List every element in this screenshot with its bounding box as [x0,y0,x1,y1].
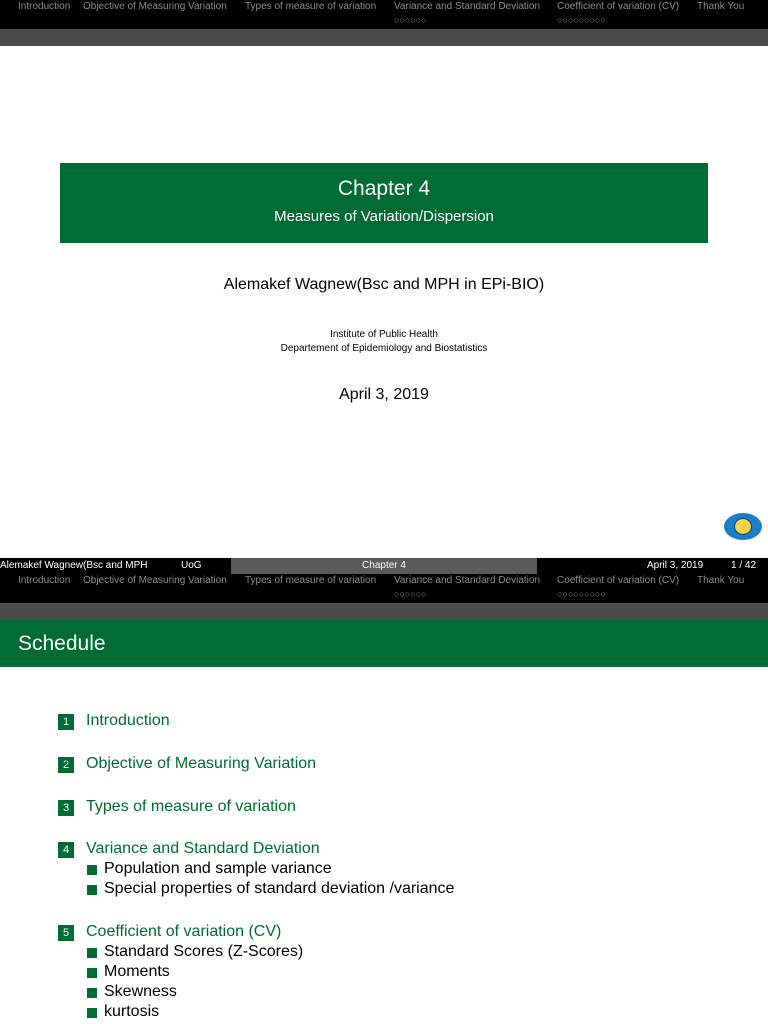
logo-emblem-icon [734,518,752,535]
toc-label[interactable]: Objective of Measuring Variation [86,755,317,772]
toc-number-badge: 3 [58,800,74,816]
institute-line-1: Institute of Public Health [330,329,438,340]
nav-link-thank-you[interactable]: Thank You [697,1,745,12]
slide-footer [0,558,768,574]
university-logo [724,513,762,540]
nav-dots-variance[interactable]: ○○○○○○ [394,589,427,599]
toc-sub-label[interactable]: Skewness [104,983,177,1000]
square-bullet-icon [87,948,97,958]
square-bullet-icon [87,988,97,998]
nav-dots-cv[interactable]: ○○○○○○○○○ [557,15,606,25]
footer-author: Alemakef Wagnew(Bsc and MPH [0,560,148,571]
nav-link-cv[interactable]: Coefficient of variation (CV) [557,575,680,586]
toc-label[interactable]: Types of measure of variation [86,798,296,815]
toc-sub-label[interactable]: Standard Scores (Z-Scores) [104,943,304,960]
nav-link-objective[interactable]: Objective of Measuring Variation [83,575,227,586]
footer-left [0,558,231,574]
frame-title: Schedule [18,632,106,655]
toc-label[interactable]: Introduction [86,712,170,729]
toc-number-badge: 4 [58,842,74,858]
nav-link-introduction[interactable]: Introduction [18,575,71,586]
institute-line-2: Departement of Epidemiology and Biostatistics [280,343,488,354]
toc-number-badge: 2 [58,757,74,773]
toc-sub-label[interactable]: kurtosis [104,1003,160,1020]
top-navbar [0,0,768,29]
square-bullet-icon [87,885,97,895]
footer-chapter: Chapter 4 [231,558,537,574]
navbar-divider [0,29,768,46]
nav-link-objective[interactable]: Objective of Measuring Variation [83,1,227,12]
square-bullet-icon [87,1008,97,1018]
toc-number-badge: 1 [58,714,74,730]
toc-number-badge: 5 [58,925,74,941]
nav-link-introduction[interactable]: Introduction [18,1,71,12]
footer-institution: UoG [181,560,202,571]
top-navbar-slide2 [0,574,768,603]
square-bullet-icon [87,968,97,978]
navbar-divider [0,603,768,620]
nav-link-cv[interactable]: Coefficient of variation (CV) [557,1,680,12]
presentation-date: April 3, 2019 [339,386,429,403]
author-name: Alemakef Wagnew(Bsc and MPH in EPi-BIO) [223,276,545,293]
footer-page-number: 1 / 42 [731,560,757,571]
nav-dots-variance[interactable]: ○○○○○○ [394,15,427,25]
toc-sub-label[interactable]: Special properties of standard deviation /variance [104,880,455,897]
nav-link-thank-you[interactable]: Thank You [697,575,745,586]
title-box [60,163,708,243]
footer-right [537,558,768,574]
nav-link-types[interactable]: Types of measure of variation [245,1,377,12]
slide-title: Chapter 4 [337,177,431,200]
toc-sub-label[interactable]: Population and sample variance [104,860,332,877]
nav-link-variance[interactable]: Variance and Standard Deviation [394,1,541,12]
toc-sub-label[interactable]: Moments [104,963,170,980]
toc-label[interactable]: Variance and Standard Deviation [86,840,320,857]
square-bullet-icon [87,865,97,875]
frame-title-bar [0,620,768,667]
nav-link-variance[interactable]: Variance and Standard Deviation [394,575,541,586]
slide-subtitle: Measures of Variation/Dispersion [274,208,494,225]
footer-date: April 3, 2019 [647,560,704,571]
toc-label[interactable]: Coefficient of variation (CV) [86,923,282,940]
nav-dots-cv[interactable]: ○○○○○○○○○ [557,589,606,599]
nav-link-types[interactable]: Types of measure of variation [245,575,377,586]
